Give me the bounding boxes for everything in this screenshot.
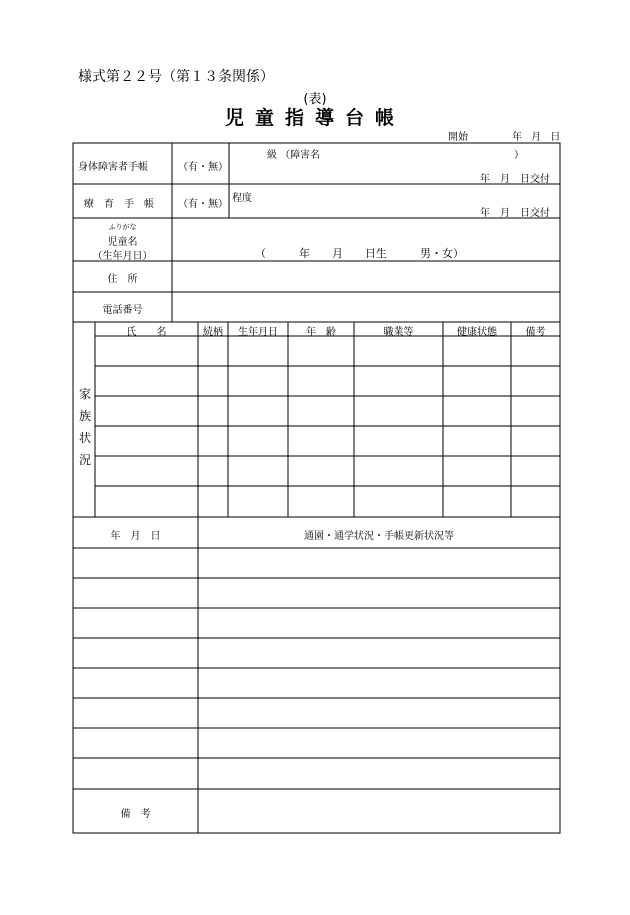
family-vertical-char: 況 bbox=[78, 453, 91, 467]
remarks-label: 備 考 bbox=[120, 809, 151, 820]
family-header-name: 氏 名 bbox=[126, 327, 167, 338]
start-label: 開始 bbox=[448, 132, 468, 143]
history-date-header: 年 月 日 bbox=[110, 531, 161, 542]
ryoiku-label: 療 育 手 帳 bbox=[84, 199, 154, 210]
shintai-close-paren: ） bbox=[514, 150, 524, 161]
shintai-umu[interactable]: （有・無） bbox=[178, 162, 228, 173]
shintai-label: 身体障害者手帳 bbox=[78, 162, 148, 173]
child-birth-label: （生年月日） bbox=[92, 251, 153, 262]
shintai-kyu: 級 （障害名 bbox=[267, 150, 321, 161]
history-content-header: 通園・通学状況・手帳更新状況等 bbox=[304, 531, 454, 542]
page-title: 児童指導台帳 bbox=[224, 107, 405, 129]
furigana-label: ふりがな bbox=[108, 223, 137, 231]
family-vertical-char: 族 bbox=[78, 409, 91, 423]
ryoiku-date: 年 月 日交付 bbox=[480, 208, 550, 219]
side-label: (表) bbox=[303, 92, 327, 107]
family-header-remarks: 備考 bbox=[525, 327, 546, 338]
family-header-health: 健康状態 bbox=[457, 327, 497, 338]
child-name-label: 児童名 bbox=[107, 237, 138, 248]
ryoiku-teido: 程度 bbox=[232, 193, 252, 204]
child-birth-value[interactable]: （ 年 月 日生 男・女） bbox=[255, 247, 464, 260]
family-header-relation: 続柄 bbox=[203, 327, 223, 338]
family-header-age: 年 齢 bbox=[306, 327, 336, 338]
family-vertical-label bbox=[75, 383, 95, 471]
address-label: 住 所 bbox=[107, 274, 138, 285]
phone-label: 電話番号 bbox=[102, 305, 143, 316]
start-date: 年 月 日 bbox=[512, 132, 561, 143]
family-vertical-char: 家 bbox=[78, 387, 91, 401]
family-vertical-char: 状 bbox=[78, 431, 91, 445]
ryoiku-umu[interactable]: （有・無） bbox=[178, 199, 228, 210]
family-header-occupation: 職業等 bbox=[383, 327, 414, 338]
shintai-date: 年 月 日交付 bbox=[480, 174, 550, 185]
form-number-label: 様式第２２号（第１３条関係） bbox=[78, 69, 274, 85]
family-header-birthdate: 生年月日 bbox=[238, 327, 278, 338]
